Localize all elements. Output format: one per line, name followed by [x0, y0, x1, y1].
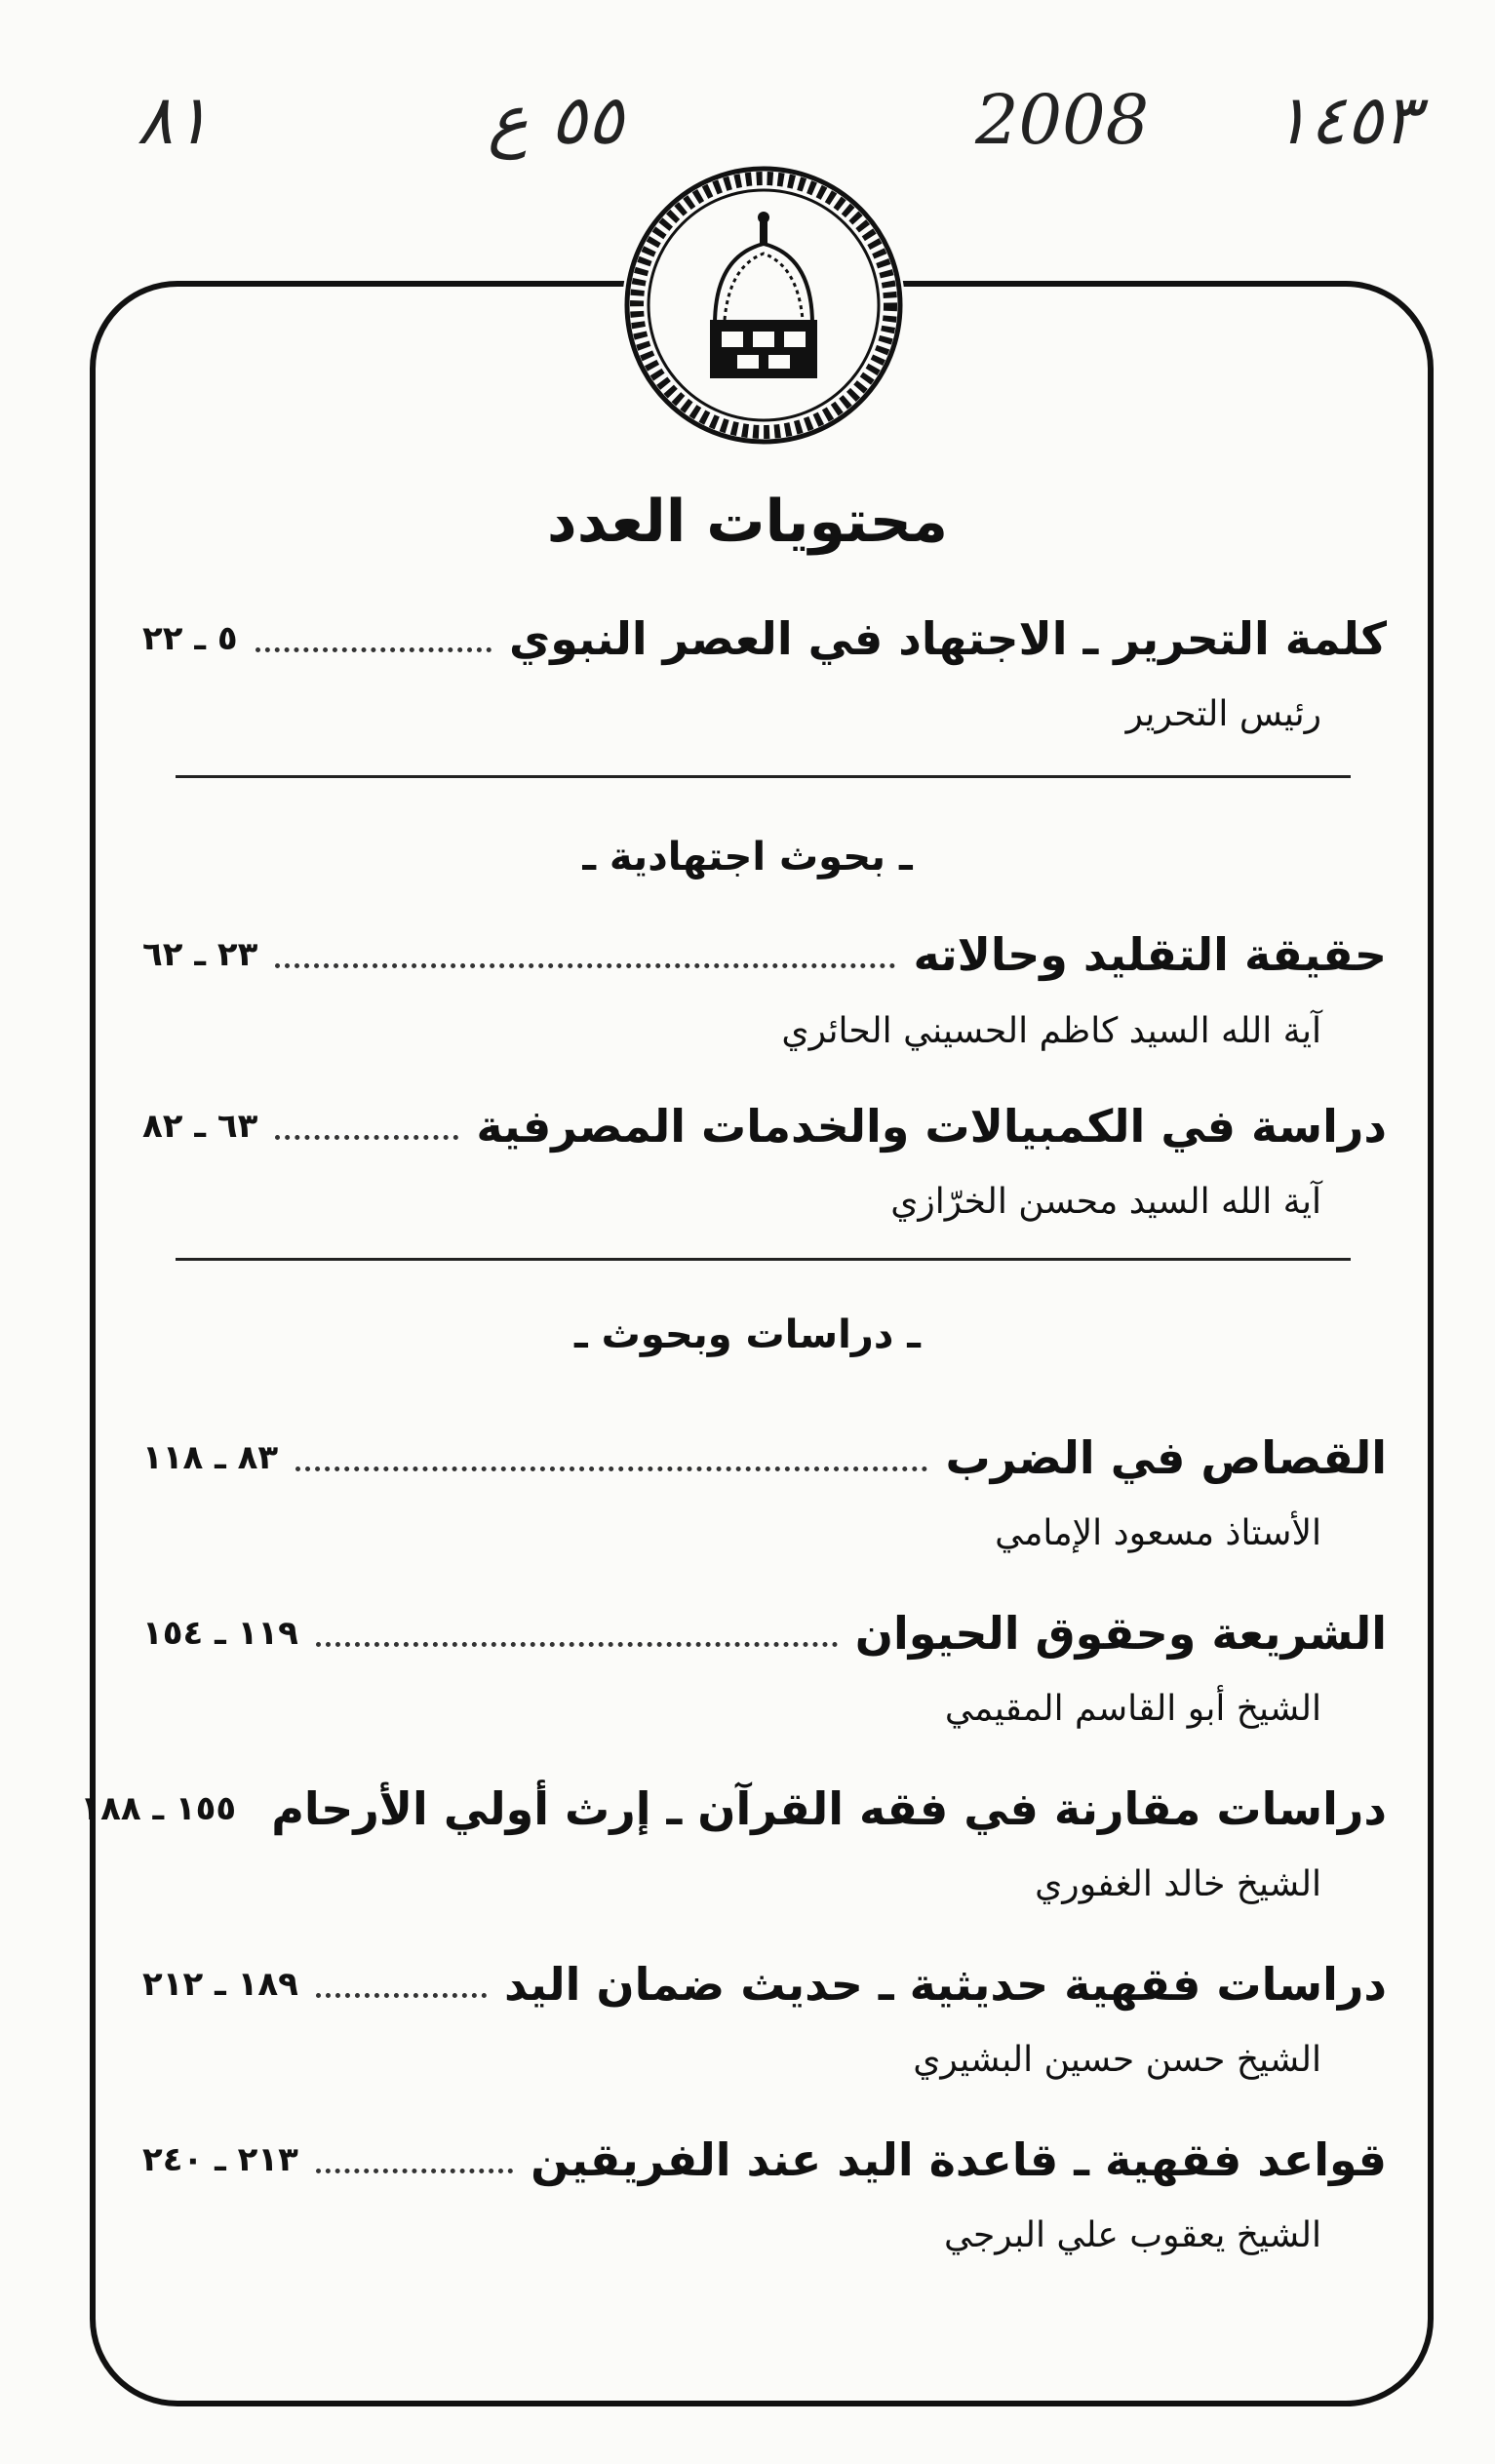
entry-author: الشيخ حسن حسين البشيري	[913, 2040, 1321, 2080]
handwritten-note: 2008	[975, 80, 1150, 160]
entry-title: الشريعة وحقوق الحيوان	[854, 1607, 1387, 1660]
entry-author: الأستاذ مسعود الإمامي	[995, 1513, 1321, 1553]
entry-pages: ٨٣ ـ ١١٨	[142, 1438, 279, 1477]
entry-title: حقيقة التقليد وحالاته	[913, 928, 1387, 981]
entry-title: قواعد فقهية ـ قاعدة اليد عند الفريقين	[531, 2133, 1387, 2186]
toc-entry	[137, 2126, 1387, 2194]
dot-leader	[295, 1467, 927, 1471]
dot-leader	[275, 963, 895, 968]
toc-entry	[137, 920, 1387, 989]
entry-title: القصاص في الضرب	[945, 1431, 1387, 1484]
handwritten-note: ١٤٥٣	[1273, 80, 1420, 160]
toc-entry	[137, 1424, 1387, 1492]
dot-leader	[316, 2169, 513, 2173]
entry-pages: ١٨٩ ـ ٢١٢	[142, 1965, 298, 2004]
entry-author: الشيخ يعقوب علي البرجي	[944, 2215, 1321, 2255]
dot-leader	[316, 1642, 838, 1647]
page-title: محتويات العدد	[546, 488, 949, 556]
entry-title: دراسات مقارنة في فقه القرآن ـ إرث أولي الأرحام	[271, 1782, 1387, 1835]
entry-author: الشيخ خالد الغفوري	[1035, 1864, 1321, 1904]
entry-author: آية الله السيد محسن الخرّازي	[890, 1182, 1321, 1222]
toc-entry	[137, 1950, 1387, 2018]
section-heading: ـ دراسات وبحوث ـ	[574, 1312, 921, 1357]
toc-entry	[137, 1599, 1387, 1667]
entry-pages: ٢٣ ـ ٦٢	[142, 935, 258, 974]
entry-pages: ١٥٥ ـ ١٨٨	[80, 1789, 237, 1828]
dot-leader	[256, 647, 492, 652]
entry-pages: ٢١٣ ـ ٢٤٠	[142, 2140, 298, 2179]
toc-entry	[137, 605, 1387, 673]
entry-pages: ٦٣ ـ ٨٢	[142, 1107, 258, 1146]
dot-leader	[275, 1135, 458, 1140]
entry-author: الشيخ أبو القاسم المقيمي	[944, 1689, 1321, 1729]
toc-entry	[137, 1092, 1387, 1160]
entry-pages: ١١٩ ـ ١٥٤	[142, 1614, 298, 1653]
entry-title: دراسة في الكمبيالات والخدمات المصرفية	[476, 1100, 1387, 1153]
dot-leader	[316, 1993, 487, 1998]
section-heading: ـ بحوث اجتهادية ـ	[582, 835, 913, 880]
handwritten-note: ٥٥ ع	[488, 80, 624, 160]
divider	[176, 1258, 1351, 1261]
toc-entry	[80, 1775, 1387, 1843]
entry-pages: ٥ ـ ٢٢	[142, 619, 238, 658]
journal-emblem-icon	[622, 164, 905, 447]
entry-author: آية الله السيد كاظم الحسيني الحائري	[781, 1011, 1321, 1051]
entry-title: دراسات فقهية حديثية ـ حديث ضمان اليد	[503, 1958, 1387, 2011]
entry-author: رئيس التحرير	[1125, 694, 1321, 734]
entry-title: كلمة التحرير ـ الاجتهاد في العصر النبوي	[509, 612, 1387, 665]
divider	[176, 775, 1351, 778]
handwritten-note: ٨١	[137, 80, 211, 160]
